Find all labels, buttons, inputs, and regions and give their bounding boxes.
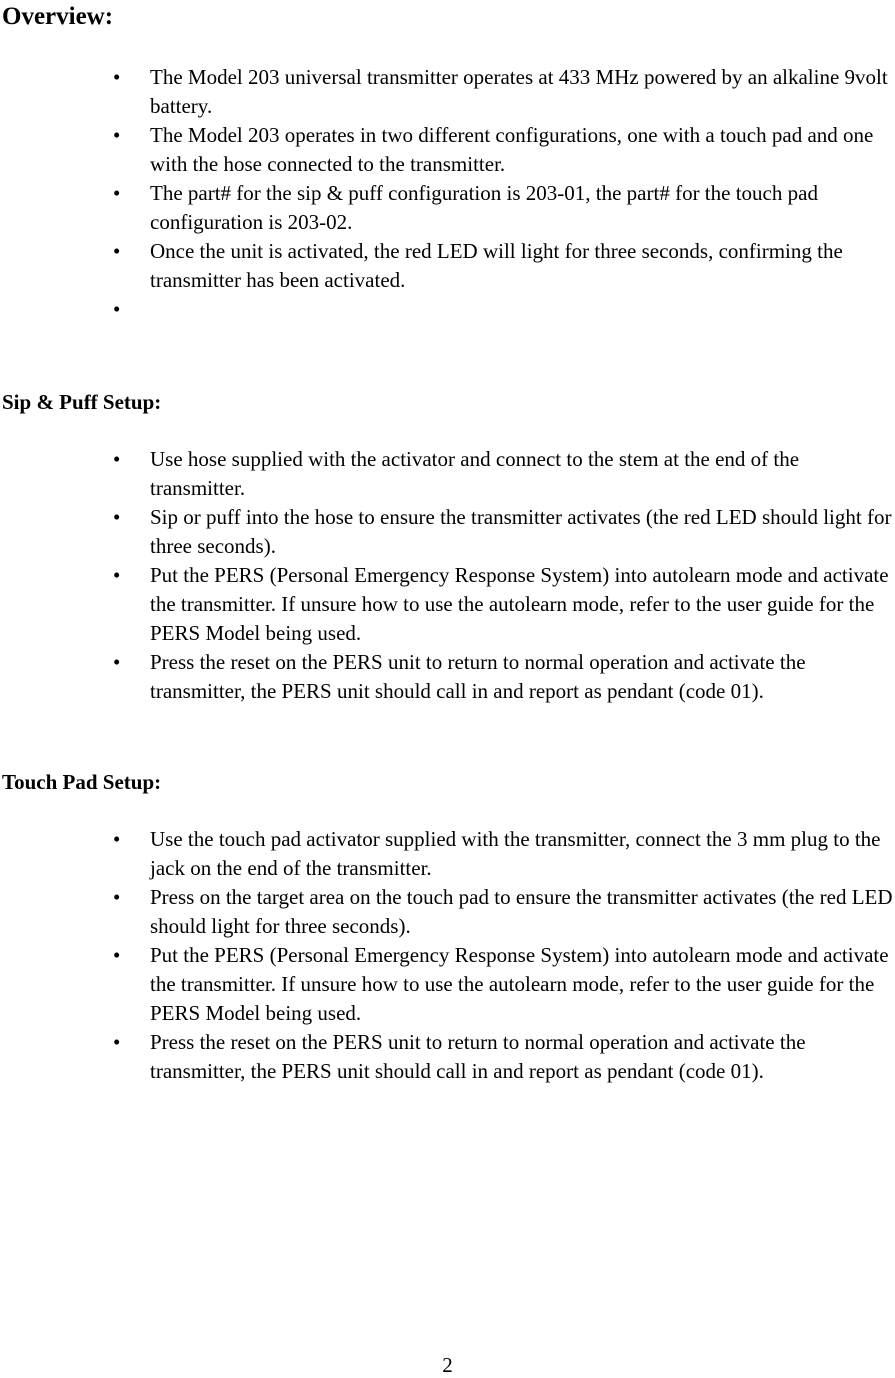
list-item bbox=[0, 445, 895, 503]
list-item-text: Sip or puff into the hose to ensure the transmitter activates (the red LED should light for three seconds). bbox=[150, 505, 892, 558]
list-item-text: The Model 203 operates in two different configurations, one with a touch pad and one with the hose connected to the transmitter. bbox=[150, 123, 874, 176]
list-item-text: Press the reset on the PERS unit to return to normal operation and activate the transmitter, the PERS unit should call in and report as pendant (code 01). bbox=[150, 650, 806, 703]
list-item bbox=[0, 561, 895, 648]
list-item-text: Press on the target area on the touch pad to ensure the transmitter activates (the red LED should light for three seconds). bbox=[150, 885, 893, 938]
list-item-text: Once the unit is activated, the red LED will light for three seconds, confirming the transmitter has been activated. bbox=[150, 239, 843, 292]
list-item bbox=[0, 179, 895, 237]
list-item bbox=[0, 121, 895, 179]
bullet-icon: • bbox=[113, 505, 121, 529]
bullet-icon: • bbox=[113, 885, 121, 909]
list-item bbox=[0, 825, 895, 883]
page-number: 2 bbox=[442, 1353, 453, 1377]
list-item-text bbox=[150, 295, 893, 324]
bullet-icon: • bbox=[113, 650, 121, 674]
bullet-icon: • bbox=[113, 65, 121, 89]
bullet-icon: • bbox=[113, 827, 121, 851]
touch-pad-setup-heading: Touch Pad Setup: bbox=[2, 770, 162, 794]
list-item-text: The part# for the sip & puff configuration is 203-01, the part# for the touch pad configuration is 203-02. bbox=[150, 181, 818, 234]
list-item-text: Put the PERS (Personal Emergency Response System) into autolearn mode and activate the transmitter. If unsure how to use the autolearn mode, refer to the user guide for the PERS Model being used. bbox=[150, 563, 889, 645]
bullet-icon: • bbox=[113, 1030, 121, 1054]
list-item bbox=[0, 295, 895, 324]
bullet-icon: • bbox=[113, 123, 121, 147]
bullet-icon: • bbox=[113, 297, 121, 321]
list-item bbox=[0, 883, 895, 941]
bullet-icon: • bbox=[113, 563, 121, 587]
list-item bbox=[0, 63, 895, 121]
sip-puff-setup-heading: Sip & Puff Setup: bbox=[2, 390, 162, 414]
overview-list bbox=[0, 63, 895, 324]
list-item-text: Use the touch pad activator supplied with the transmitter, connect the 3 mm plug to the jack on the end of the transmitter. bbox=[150, 827, 881, 880]
bullet-icon: • bbox=[113, 181, 121, 205]
list-item bbox=[0, 648, 895, 706]
bullet-icon: • bbox=[113, 447, 121, 471]
list-item bbox=[0, 503, 895, 561]
list-item-text: Press the reset on the PERS unit to return to normal operation and activate the transmitter, the PERS unit should call in and report as pendant (code 01). bbox=[150, 1030, 806, 1083]
list-item-text: Put the PERS (Personal Emergency Response System) into autolearn mode and activate the transmitter. If unsure how to use the autolearn mode, refer to the user guide for the PERS Model being used. bbox=[150, 943, 889, 1025]
touch-pad-setup-list bbox=[0, 825, 895, 1086]
overview-heading: Overview: bbox=[2, 3, 114, 30]
sip-puff-setup-list bbox=[0, 445, 895, 706]
list-item-text: The Model 203 universal transmitter operates at 433 MHz powered by an alkaline 9volt battery. bbox=[150, 65, 888, 118]
list-item-text: Use hose supplied with the activator and connect to the stem at the end of the transmitter. bbox=[150, 447, 800, 500]
list-item bbox=[0, 1028, 895, 1086]
bullet-icon: • bbox=[113, 943, 121, 967]
bullet-icon: • bbox=[113, 239, 121, 263]
list-item bbox=[0, 237, 895, 295]
list-item bbox=[0, 941, 895, 1028]
